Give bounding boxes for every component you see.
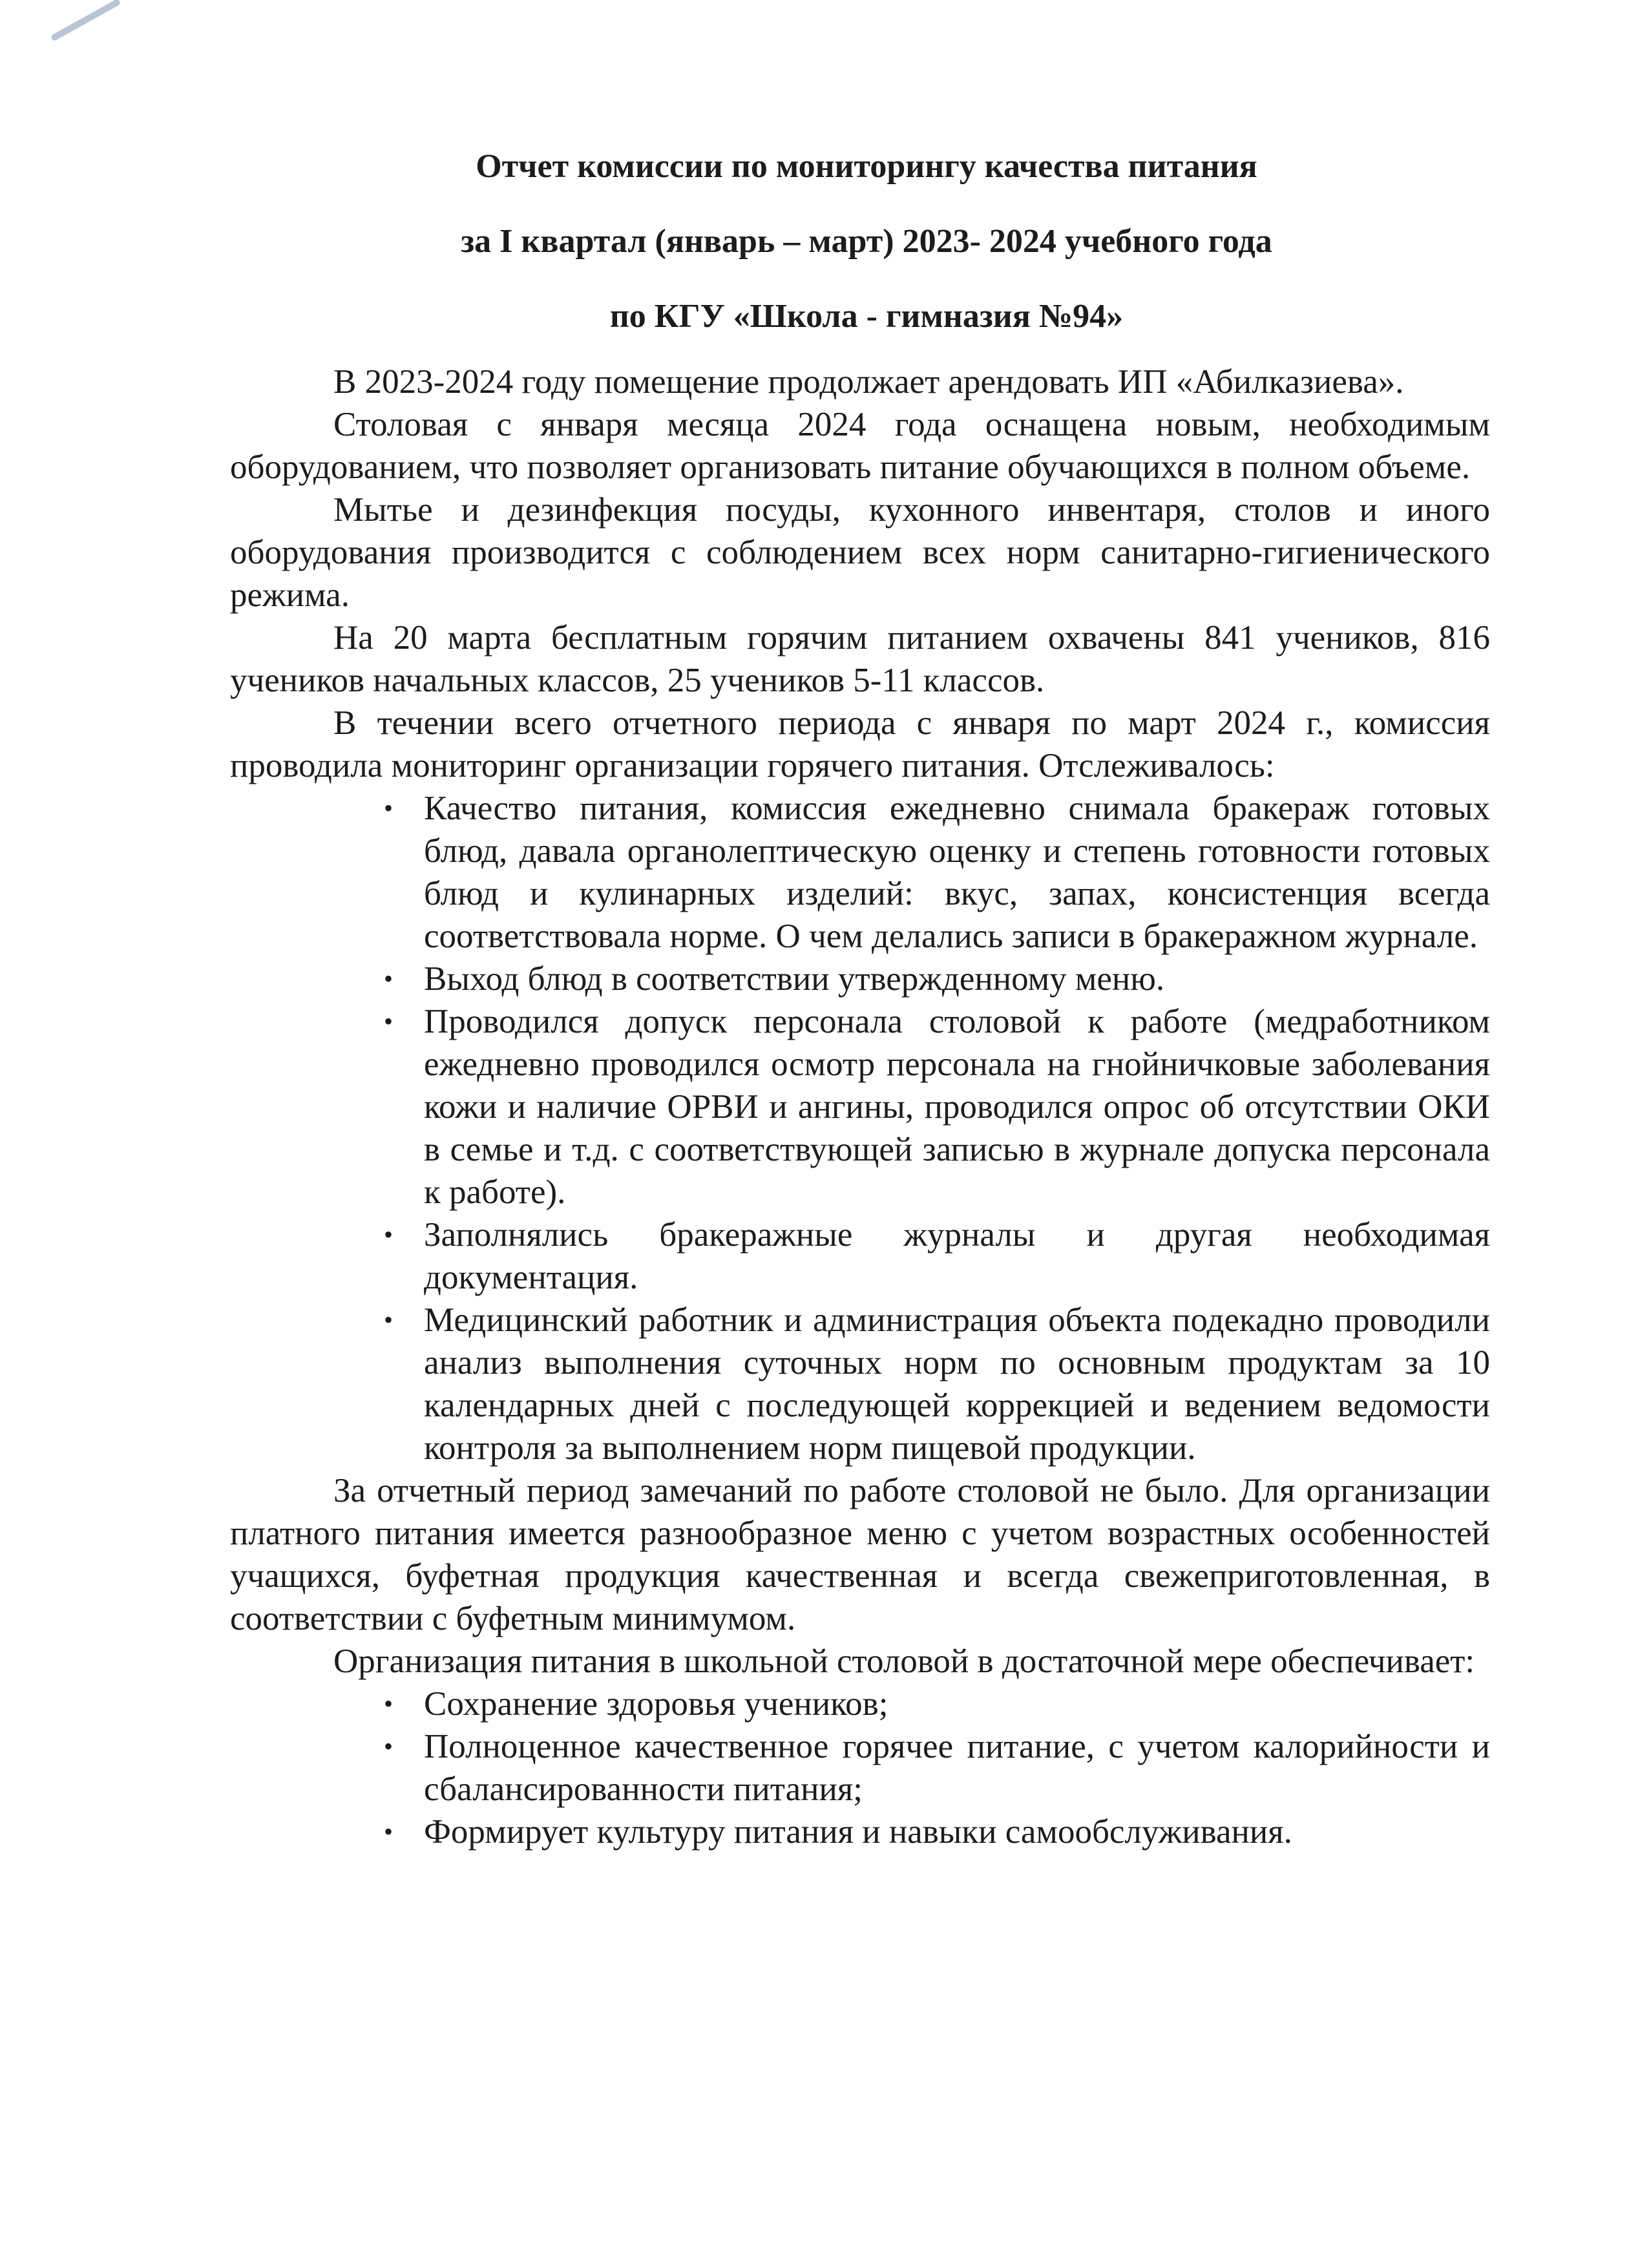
list-item-text: Выход блюд в соответствии утвержденному меню. [424, 960, 1165, 998]
paragraph-monitoring: В течении всего отчетного периода с января по март 2024 г., комиссия проводила мониторинг организации горячего питания. Отслеживалось: [230, 704, 1490, 784]
outcome-list [230, 1683, 1490, 1853]
paragraph-no-remarks: За отчетный период замечаний по работе столовой не было. Для организации платного питания имеется разнообразное меню с учетом возрастных особенностей учащихся, буфетная продукция качественная и всегда свежеприготовленная, в соответствии с буфетным минимумом. [230, 1472, 1490, 1637]
document-body [230, 147, 1490, 1853]
paragraph-coverage: На 20 марта бесплатным горячим питанием охвачены 841 учеников, 816 учеников начальных классов, 25 учеников 5-11 классов. [230, 619, 1490, 699]
list-item-text: Сохранение здоровья учеников; [424, 1685, 888, 1723]
bullet-icon: • [384, 1007, 394, 1036]
list-item [384, 1000, 1490, 1213]
list-item-text: Полноценное качественное горячее питание, с учетом калорийности и сбалансированности питания; [424, 1728, 1490, 1808]
paragraph-equipment: Столовая с января месяца 2024 года оснащена новым, необходимым оборудованием, что позволяет организовать питание обучающихся в полном объеме. [230, 406, 1490, 486]
list-item [384, 787, 1490, 958]
bullet-icon: • [384, 1305, 394, 1334]
scan-artifact-mark [50, 0, 121, 41]
list-item [384, 1683, 1490, 1725]
list-item-text: Проводился допуск персонала столовой к работе (медработником ежедневно проводился осмотр персонала на гнойничковые заболевания кожи и наличие ОРВИ и ангины, проводился опрос об отсутствии ОКИ в семье и т.д. с соответствующей записью в журнале допуска персонала к работе). [424, 1003, 1490, 1211]
bullet-icon: • [384, 1732, 394, 1761]
bullet-icon: • [384, 1220, 394, 1249]
list-item [384, 1725, 1490, 1811]
list-item [384, 1811, 1490, 1853]
document-title [243, 147, 1490, 336]
list-item-text: Заполнялись бракеражные журналы и другая необходимая документация. [424, 1216, 1490, 1296]
paragraph-disinfection: Мытье и дезинфекция посуды, кухонного инвентаря, столов и иного оборудования производится с соблюдением всех норм санитарно-гигиенического режима. [230, 491, 1490, 614]
bullet-icon: • [384, 793, 394, 823]
bullet-icon: • [384, 1817, 394, 1846]
paragraph-premises: В 2023-2024 году помещение продолжает арендовать ИП «Абилказиева». [333, 363, 1404, 401]
title-line-3: по КГУ «Школа - гимназия №94» [609, 298, 1124, 335]
monitoring-list [230, 787, 1490, 1469]
list-item [384, 1299, 1490, 1469]
bullet-icon: • [384, 964, 394, 993]
paragraph-organization: Организация питания в школьной столовой в достаточной мере обеспечивает: [333, 1643, 1475, 1680]
list-item [384, 1213, 1490, 1299]
bullet-icon: • [384, 1689, 394, 1718]
list-item-text: Формирует культуру питания и навыки самообслуживания. [424, 1813, 1292, 1851]
title-line-2: за I квартал (январь – март) 2023- 2024 учебного года [461, 223, 1272, 260]
list-item [384, 958, 1490, 1000]
title-line-1: Отчет комиссии по мониторингу качества питания [476, 148, 1257, 185]
list-item-text: Качество питания, комиссия ежедневно снимала бракераж готовых блюд, давала органолептическую оценку и степень готовности готовых блюд и кулинарных изделий: вкус, запах, консистенция всегда соответствовала норме. О чем делались записи в бракеражном журнале. [424, 790, 1490, 955]
list-item-text: Медицинский работник и администрация объекта подекадно проводили анализ выполнения суточных норм по основным продуктам за 10 календарных дней с последующей коррекцией и ведением ведомости контроля за выполнением норм пищевой продукции. [424, 1301, 1490, 1467]
